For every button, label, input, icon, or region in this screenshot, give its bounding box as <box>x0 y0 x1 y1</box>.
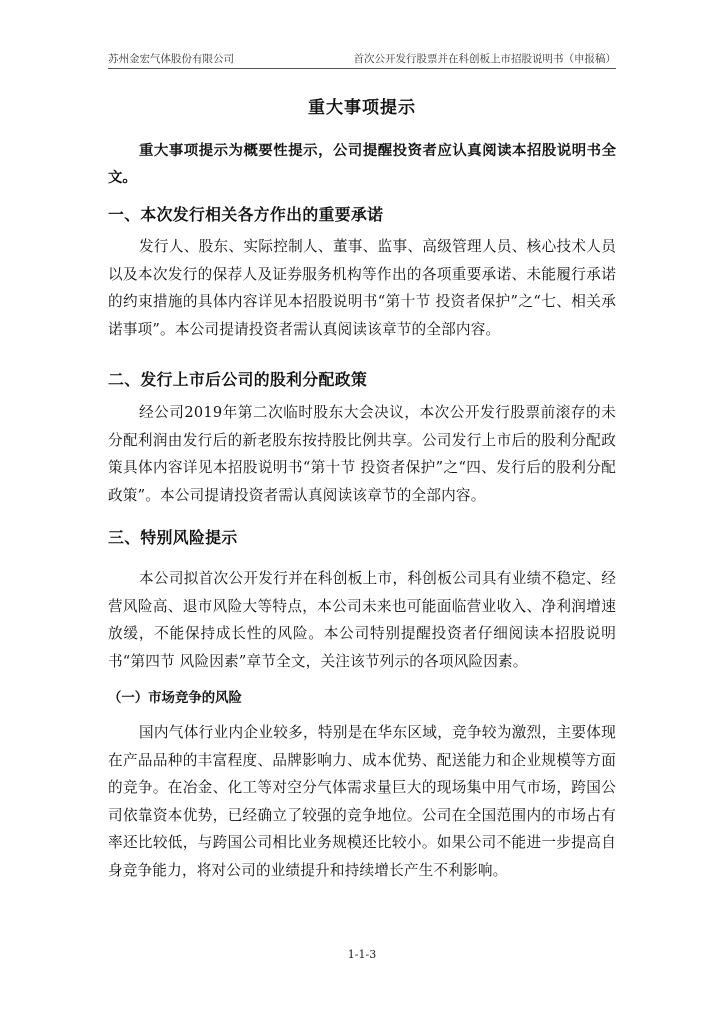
section-3-body: 本公司拟首次公开发行并在科创板上市，科创板公司具有业绩不稳定、经营风险高、退市风险大等特点，本公司未来也可能面临营业收入、净利润增速放缓，不能保持成长性的风险。本公司特别提醒投资者仔细阅读本招股说明书“第四节 风险因素”章节全文，关注该节列示的各项风险因素。 <box>108 570 616 670</box>
section-1-heading: 一、本次发行相关各方作出的重要承诺 <box>108 205 384 224</box>
subsection-heading: （一）市场竞争的风险 <box>108 691 242 706</box>
page-header <box>108 52 616 69</box>
page-number: 1-1-3 <box>347 948 377 961</box>
header-document-name: 首次公开发行股票并在科创板上市招股说明书（申报稿） <box>353 53 616 65</box>
section-2-body: 经公司2019年第二次临时股东大会决议，本次公开发行股票前滚存的未分配利润由发行后的新老股东按持股比例共享。公司发行上市后的股利分配政策具体内容详见本招股说明书“第十节 投资者保护”之“四、发行后的股利分配政策”。本公司提请投资者需认真阅读该章节的全部内容。 <box>108 404 616 504</box>
page-title: 重大事项提示 <box>308 98 416 118</box>
section-1-body: 发行人、股东、实际控制人、董事、监事、高级管理人员、核心技术人员以及本次发行的保荐人及证券服务机构等作出的各项重要承诺、未能履行承诺的约束措施的具体内容详见本招股说明书“第十节 投资者保护”之“七、相关承诺事项”。本公司提请投资者需认真阅读该章节的全部内容。 <box>108 238 616 338</box>
intro-paragraph: 重大事项提示为概要性提示，公司提醒投资者应认真阅读本招股说明书全文。 <box>108 143 616 186</box>
section-2-heading: 二、发行上市后公司的股利分配政策 <box>108 370 368 389</box>
subsection-body: 国内气体行业内企业较多，特别是在华东区域，竞争较为激烈，主要体现在产品品种的丰富程度、品牌影响力、成本优势、配送能力和企业规模等方面的竞争。在冶金、化工等对空分气体需求量巨大的现场集中用气市场，跨国公司依靠资本优势，已经确立了较强的竞争地位。公司在全国范围内的市场占有率还比较低，与跨国公司相比业务规模还比较小。如果公司不能进一步提高自身竞争能力，将对公司的业绩提升和持续增长产生不利影响。 <box>108 724 616 879</box>
header-company-name: 苏州金宏气体股份有限公司 <box>108 53 234 65</box>
section-3-heading: 三、特别风险提示 <box>108 528 238 547</box>
